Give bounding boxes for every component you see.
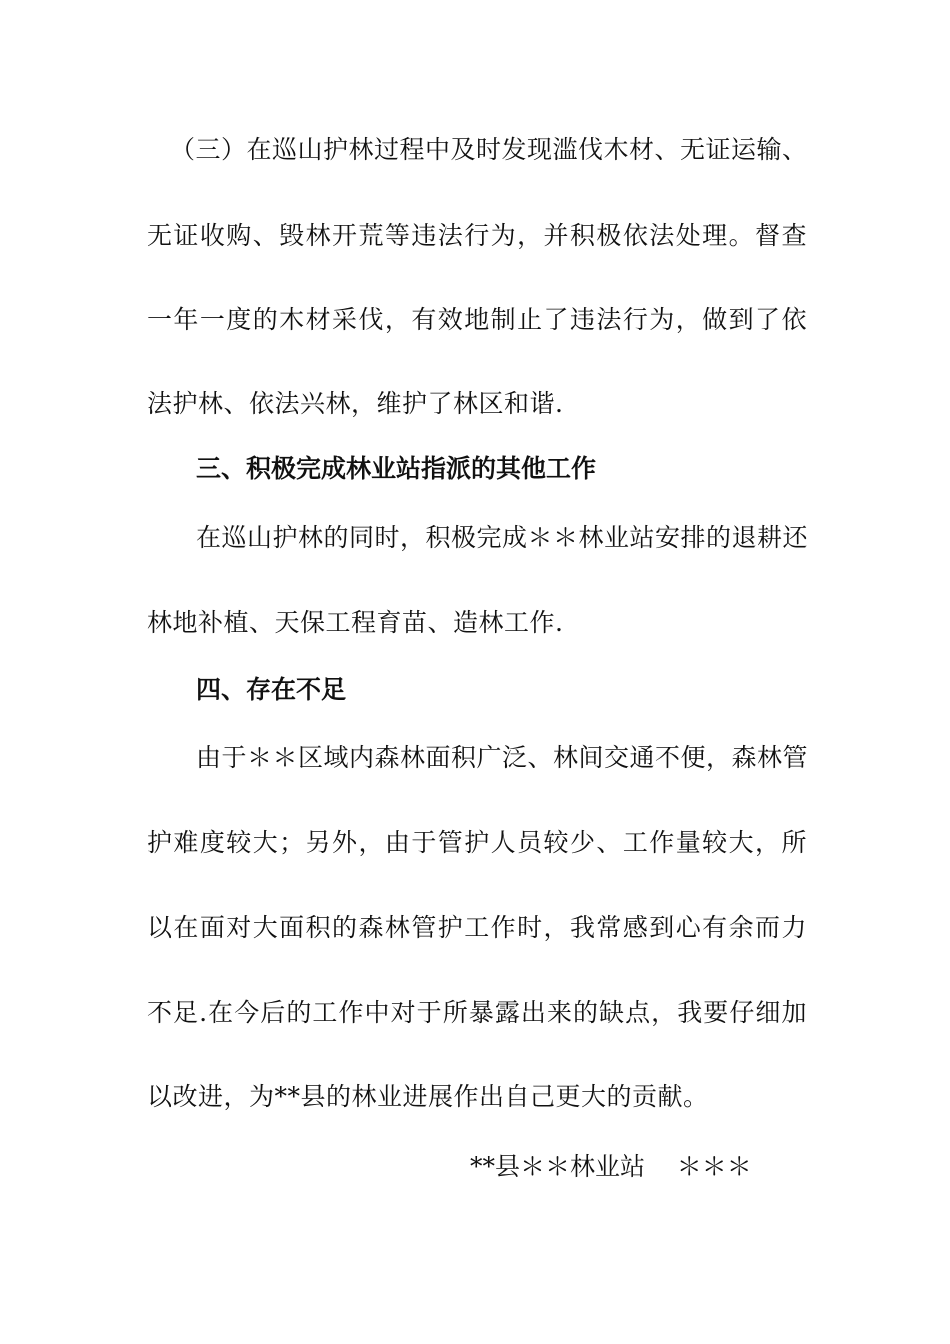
paragraph-line: 林地补植、天保工程育苗、造林工作. bbox=[147, 608, 564, 637]
paragraph-line: 无证收购、毁林开荒等违法行为，并积极依法处理。督查 bbox=[147, 221, 807, 250]
paragraph-line: 一年一度的木材采伐，有效地制止了违法行为，做到了依 bbox=[147, 305, 807, 334]
paragraph-line: 在巡山护林的同时，积极完成＊＊林业站安排的退耕还 bbox=[196, 523, 809, 552]
paragraph-line: 护难度较大；另外，由于管护人员较少、工作量较大，所 bbox=[147, 828, 807, 857]
signature: **县＊＊林业站 ＊＊＊ bbox=[470, 1152, 752, 1181]
paragraph-line: 法护林、依法兴林，维护了林区和谐. bbox=[147, 389, 564, 418]
paragraph-line: 以在面对大面积的森林管护工作时，我常感到心有余而力 bbox=[147, 913, 807, 942]
paragraph-line: （三）在巡山护林过程中及时发现滥伐木材、无证运输、 bbox=[170, 135, 808, 164]
paragraph-line: 以改进，为**县的林业进展作出自己更大的贡献。 bbox=[147, 1082, 709, 1111]
paragraph-line: 由于＊＊区域内森林面积广泛、林间交通不便，森林管 bbox=[196, 743, 809, 772]
section-heading: 四、存在不足 bbox=[196, 675, 347, 704]
paragraph-line: 不足.在今后的工作中对于所暴露出来的缺点，我要仔细加 bbox=[147, 998, 807, 1027]
section-heading: 三、积极完成林业站指派的其他工作 bbox=[196, 454, 597, 483]
